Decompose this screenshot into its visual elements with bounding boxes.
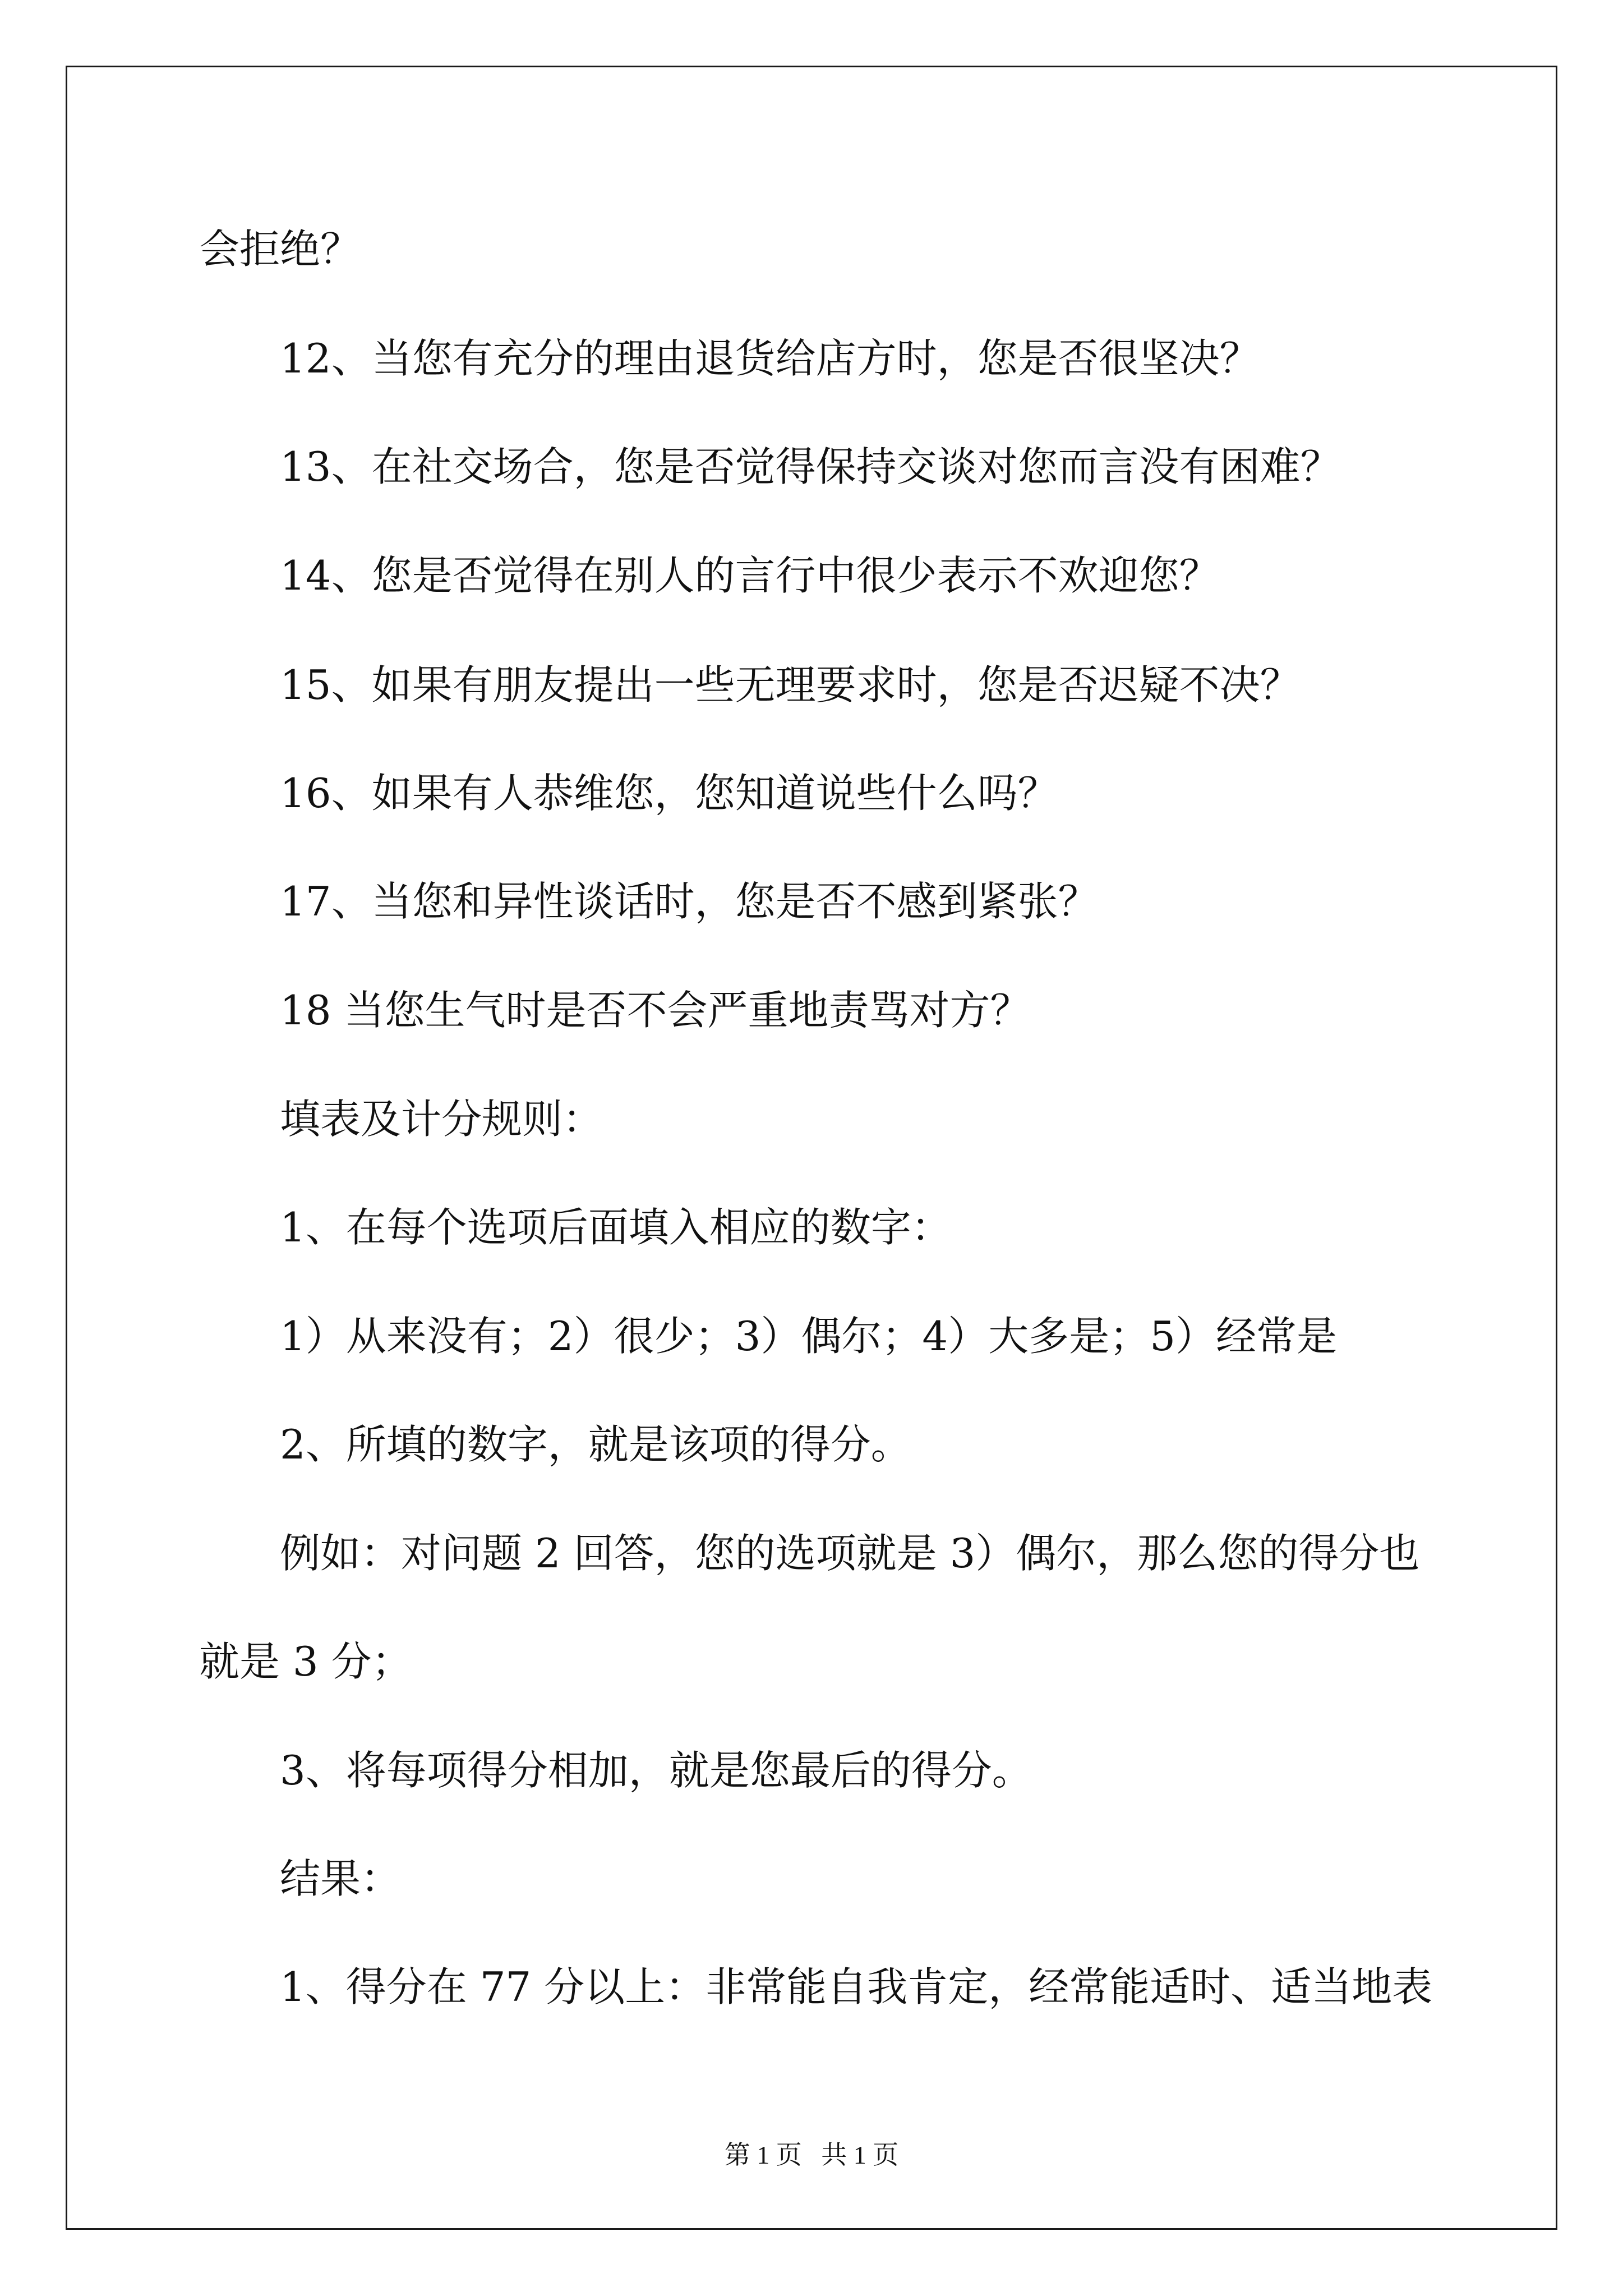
page-border: [66, 66, 1557, 2230]
question-12: 12、当您有充分的理由退货给店方时，您是否很坚决？: [280, 335, 1260, 382]
question-17: 17、当您和异性谈话时，您是否不感到紧张？: [280, 878, 1099, 925]
results-heading: 结果：: [280, 1855, 402, 1902]
question-15: 15、如果有朋友提出一些无理要求时，您是否迟疑不决？: [280, 661, 1301, 708]
question-16: 16、如果有人恭维您，您知道说些什么吗？: [280, 770, 1058, 817]
question-18: 18 当您生气时是否不会严重地责骂对方？: [280, 987, 1031, 1034]
result-1: 1、得分在 77 分以上：非常能自我肯定，经常能适时、适当地表: [280, 1963, 1433, 2010]
rule-2: 2、所填的数字，就是该项的得分。: [280, 1421, 911, 1468]
scoring-rules-heading: 填表及计分规则：: [280, 1096, 603, 1143]
rule-3: 3、将每项得分相加，就是您最后的得分。: [280, 1747, 1032, 1794]
rule-1: 1、在每个选项后面填入相应的数字：: [280, 1204, 952, 1251]
question-13: 13、在社交场合，您是否觉得保持交谈对您而言没有困难？: [280, 443, 1341, 490]
page-number-footer: 第 1 页 共 1 页: [724, 2141, 899, 2169]
example-line-2: 就是 3 分；: [199, 1638, 412, 1685]
question-14: 14、您是否觉得在别人的言行中很少表示不欢迎您？: [280, 552, 1220, 599]
rule-1-options: 1）从来没有；2）很少；3）偶尔；4）大多是；5）经常是: [280, 1313, 1338, 1360]
example-line-1: 例如：对问题 2 回答，您的选项就是 3）偶尔，那么您的得分也: [280, 1530, 1420, 1577]
text-line: 会拒绝？: [199, 226, 361, 273]
